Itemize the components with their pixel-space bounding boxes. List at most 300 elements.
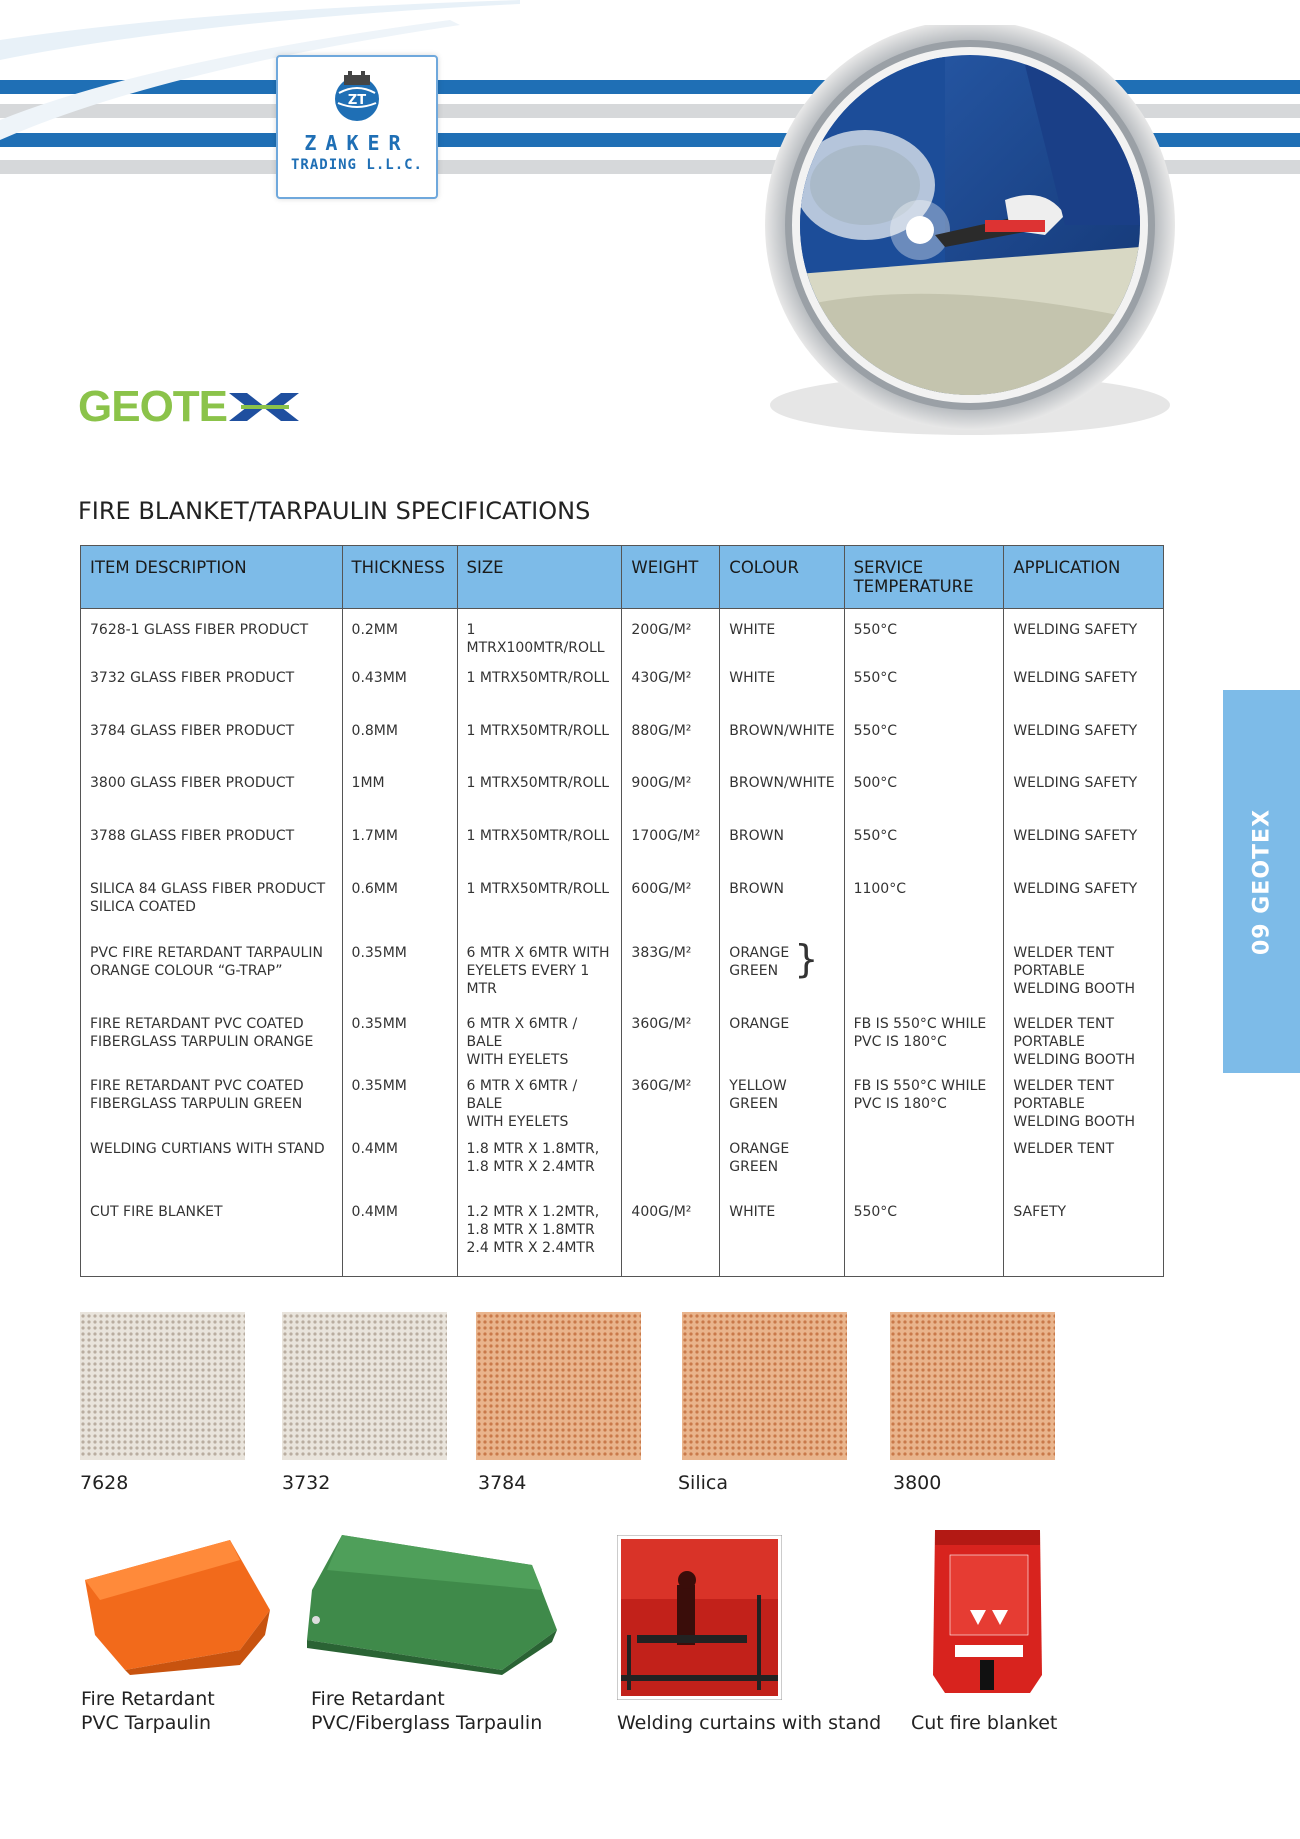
swatch-dot (969, 1338, 972, 1341)
swatch-dot (683, 1368, 686, 1371)
swatch-dot (713, 1446, 716, 1449)
swatch-dot (343, 1434, 346, 1437)
cell-application (1004, 1071, 1164, 1134)
swatch-dot (219, 1386, 222, 1389)
swatch-dot (385, 1380, 388, 1383)
swatch-dot (93, 1446, 96, 1449)
table-row (81, 821, 1164, 874)
swatch-dot (537, 1362, 540, 1365)
swatch-dot (833, 1350, 836, 1353)
swatch-dot (409, 1380, 412, 1383)
swatch-dot (105, 1314, 108, 1317)
swatch-dot (415, 1428, 418, 1431)
swatch-dot (743, 1446, 746, 1449)
swatch-dot (1035, 1344, 1038, 1347)
swatch-dot (231, 1368, 234, 1371)
swatch-dot (815, 1446, 818, 1449)
swatch-dot (349, 1356, 352, 1359)
swatch-dot (695, 1380, 698, 1383)
swatch-dot (779, 1446, 782, 1449)
swatch-dot (987, 1350, 990, 1353)
swatch-dot (891, 1350, 894, 1353)
swatch-dot (213, 1320, 216, 1323)
swatch-dot (189, 1404, 192, 1407)
swatch-dot (501, 1410, 504, 1413)
swatch-dot (153, 1350, 156, 1353)
swatch-dot (105, 1416, 108, 1419)
swatch-dot (289, 1356, 292, 1359)
swatch-dot (627, 1452, 630, 1455)
swatch-dot (603, 1416, 606, 1419)
swatch-dot (713, 1362, 716, 1365)
swatch-dot (933, 1320, 936, 1323)
swatch-dot (135, 1338, 138, 1341)
swatch-dot (165, 1344, 168, 1347)
swatch-dot (1035, 1398, 1038, 1401)
swatch-dot (963, 1374, 966, 1377)
swatch-dot (927, 1332, 930, 1335)
swatch-dot (1023, 1380, 1026, 1383)
product-label (617, 1711, 881, 1735)
swatch-dot (1011, 1434, 1014, 1437)
swatch-dot (325, 1452, 328, 1455)
swatch-dot (391, 1344, 394, 1347)
swatch-dot (195, 1344, 198, 1347)
cell-thickness (342, 1197, 457, 1277)
swatch-dot (237, 1452, 240, 1455)
cell-weight (622, 768, 720, 821)
swatch-dot (195, 1416, 198, 1419)
swatch-dot (939, 1368, 942, 1371)
swatch-dot (609, 1326, 612, 1329)
swatch-dot (105, 1434, 108, 1437)
swatch-dot (331, 1332, 334, 1335)
swatch-dot (507, 1344, 510, 1347)
swatch-dot (543, 1404, 546, 1407)
swatch-dot (537, 1386, 540, 1389)
swatch-dot (755, 1356, 758, 1359)
swatch-dot (313, 1410, 316, 1413)
swatch-dot (981, 1422, 984, 1425)
swatch-dot (301, 1416, 304, 1419)
swatch-dot (537, 1350, 540, 1353)
swatch-dot (343, 1332, 346, 1335)
swatch-dot (773, 1380, 776, 1383)
swatch-dot (957, 1434, 960, 1437)
swatch-dot (927, 1452, 930, 1455)
swatch-dot (755, 1338, 758, 1341)
swatch-dot (1029, 1452, 1032, 1455)
swatch-dot (289, 1362, 292, 1365)
swatch-dot (219, 1362, 222, 1365)
swatch-dot (803, 1374, 806, 1377)
swatch-dot (627, 1356, 630, 1359)
swatch-dot (531, 1452, 534, 1455)
swatch-dot (933, 1338, 936, 1341)
swatch-dot (975, 1452, 978, 1455)
swatch-dot (525, 1380, 528, 1383)
swatch-dot (531, 1386, 534, 1389)
swatch-dot (555, 1434, 558, 1437)
swatch-dot (927, 1392, 930, 1395)
swatch-dot (821, 1332, 824, 1335)
swatch-dot (81, 1428, 84, 1431)
cell-size (457, 1009, 622, 1071)
swatch-dot (313, 1398, 316, 1401)
swatch-dot (397, 1392, 400, 1395)
swatch-dot (355, 1356, 358, 1359)
swatch-dot (105, 1350, 108, 1353)
swatch-dot (999, 1320, 1002, 1323)
swatch-dot (767, 1440, 770, 1443)
swatch-dot (803, 1338, 806, 1341)
swatch-dot (957, 1368, 960, 1371)
swatch-dot (319, 1428, 322, 1431)
swatch-dot (827, 1416, 830, 1419)
swatch-dot (331, 1452, 334, 1455)
swatch-dot (981, 1338, 984, 1341)
swatch-dot (177, 1452, 180, 1455)
swatch-dot (81, 1404, 84, 1407)
swatch-dot (207, 1416, 210, 1419)
green-tarpaulin-image (302, 1530, 560, 1675)
swatch-dot (355, 1374, 358, 1377)
swatch-dot (397, 1404, 400, 1407)
swatch-dot (731, 1338, 734, 1341)
swatch-dot (397, 1380, 400, 1383)
swatch-dot (93, 1434, 96, 1437)
swatch-dot (909, 1434, 912, 1437)
swatch-dot (701, 1440, 704, 1443)
swatch-dot (839, 1326, 842, 1329)
swatch-dot (633, 1314, 636, 1317)
swatch-dot (833, 1380, 836, 1383)
swatch-dot (833, 1452, 836, 1455)
swatch-dot (213, 1362, 216, 1365)
swatch-dot (439, 1398, 442, 1401)
swatch-dot (225, 1320, 228, 1323)
swatch-dot (105, 1326, 108, 1329)
swatch-dot (483, 1446, 486, 1449)
swatch-dot (349, 1326, 352, 1329)
swatch-dot (957, 1392, 960, 1395)
swatch-dot (135, 1410, 138, 1413)
swatch-dot (501, 1368, 504, 1371)
swatch-dot (603, 1320, 606, 1323)
swatch-dot (349, 1320, 352, 1323)
swatch-dot (477, 1422, 480, 1425)
swatch-dot (609, 1344, 612, 1347)
swatch-dot (373, 1380, 376, 1383)
swatch-dot (93, 1386, 96, 1389)
swatch-dot (767, 1320, 770, 1323)
swatch-dot (379, 1386, 382, 1389)
swatch-dot (621, 1326, 624, 1329)
swatch-dot (779, 1422, 782, 1425)
swatch-dot (609, 1434, 612, 1437)
swatch-dot (439, 1350, 442, 1353)
swatch-dot (933, 1404, 936, 1407)
product-label-line: Cut fire blanket (911, 1712, 1058, 1734)
cell-text: 3800 GLASS FIBER PRODUCT (90, 774, 295, 791)
swatch-dot (397, 1440, 400, 1443)
swatch-dot (585, 1380, 588, 1383)
swatch-dot (307, 1386, 310, 1389)
swatch-dot (397, 1326, 400, 1329)
swatch-dot (1005, 1344, 1008, 1347)
swatch-dot (909, 1386, 912, 1389)
swatch-dot (427, 1446, 430, 1449)
swatch-dot (501, 1392, 504, 1395)
swatch-dot (379, 1422, 382, 1425)
swatch-dot (225, 1404, 228, 1407)
swatch-dot (585, 1428, 588, 1431)
swatch-dot (725, 1314, 728, 1317)
swatch-dot (603, 1440, 606, 1443)
swatch-dot (555, 1428, 558, 1431)
swatch-dot (183, 1404, 186, 1407)
swatch-dot (933, 1332, 936, 1335)
swatch-dot (111, 1404, 114, 1407)
swatch-dot (821, 1374, 824, 1377)
swatch-dot (821, 1416, 824, 1419)
swatch-dot (525, 1398, 528, 1401)
swatch-dot (325, 1434, 328, 1437)
cell-text: PVC FIRE RETARDANT TARPAULIN ORANGE COLOUR “G-TRAP” (90, 944, 323, 979)
swatch-dot (111, 1326, 114, 1329)
swatch-dot (999, 1368, 1002, 1371)
brand-text: GEOTE (78, 382, 228, 431)
swatch-dot (415, 1350, 418, 1353)
swatch-dot (307, 1374, 310, 1377)
swatch-dot (1011, 1446, 1014, 1449)
swatch-dot (129, 1344, 132, 1347)
swatch-dot (743, 1410, 746, 1413)
swatch-dot (483, 1314, 486, 1317)
swatch-dot (761, 1320, 764, 1323)
swatch-dot (1047, 1332, 1050, 1335)
swatch-dot (1011, 1356, 1014, 1359)
swatch-dot (731, 1434, 734, 1437)
cell-colour (720, 1071, 844, 1134)
swatch-dot (927, 1338, 930, 1341)
swatch-dot (373, 1392, 376, 1395)
swatch-dot (501, 1446, 504, 1449)
swatch-dot (903, 1356, 906, 1359)
swatch-dot (171, 1422, 174, 1425)
swatch-dot (367, 1410, 370, 1413)
swatch-dot (367, 1428, 370, 1431)
swatch-dot (165, 1398, 168, 1401)
swatch-dot (921, 1416, 924, 1419)
swatch-dot (325, 1440, 328, 1443)
cell-service-temperature (844, 716, 1004, 768)
swatch-dot (403, 1344, 406, 1347)
swatch-dot (909, 1398, 912, 1401)
swatch-dot (165, 1416, 168, 1419)
swatch-dot (477, 1380, 480, 1383)
swatch-dot (141, 1374, 144, 1377)
swatch-dot (903, 1452, 906, 1455)
swatch-dot (177, 1344, 180, 1347)
swatch-dot (129, 1422, 132, 1425)
swatch-dot (531, 1422, 534, 1425)
swatch-dot (921, 1314, 924, 1317)
swatch-dot (129, 1380, 132, 1383)
swatch-dot (337, 1404, 340, 1407)
swatch-dot (1041, 1428, 1044, 1431)
cell-text: WELDER TENT (1013, 1140, 1115, 1157)
swatch-dot (367, 1440, 370, 1443)
swatch-dot (1029, 1314, 1032, 1317)
swatch-dot (839, 1404, 842, 1407)
cell-text: 0.4MM (351, 1140, 398, 1157)
swatch-dot (147, 1392, 150, 1395)
swatch-dot (379, 1368, 382, 1371)
swatch-dot (403, 1332, 406, 1335)
swatch-dot (171, 1344, 174, 1347)
swatch-dot (909, 1428, 912, 1431)
swatch-dot (809, 1362, 812, 1365)
swatch-dot (797, 1428, 800, 1431)
swatch-dot (749, 1398, 752, 1401)
swatch-dot (171, 1320, 174, 1323)
swatch-dot (803, 1428, 806, 1431)
swatch-dot (483, 1428, 486, 1431)
swatch-dot (969, 1356, 972, 1359)
swatch-dot (307, 1410, 310, 1413)
swatch-dot (219, 1398, 222, 1401)
swatch-dot (355, 1314, 358, 1317)
swatch-dot (903, 1410, 906, 1413)
swatch-dot (385, 1416, 388, 1419)
cell-text: BROWN/WHITE (729, 722, 835, 739)
swatch-dot (99, 1398, 102, 1401)
swatch-dot (933, 1356, 936, 1359)
swatch-dot (495, 1374, 498, 1377)
swatch-dot (927, 1368, 930, 1371)
swatch-dot (313, 1404, 316, 1407)
swatch-dot (909, 1404, 912, 1407)
swatch-dot (915, 1416, 918, 1419)
swatch-dot (307, 1344, 310, 1347)
swatch-dot (99, 1446, 102, 1449)
swatch-dot (507, 1326, 510, 1329)
swatch-dot (183, 1398, 186, 1401)
swatch-dot (695, 1428, 698, 1431)
swatch-dot (93, 1380, 96, 1383)
swatch-dot (525, 1344, 528, 1347)
swatch-dot (495, 1446, 498, 1449)
swatch-dot (561, 1386, 564, 1389)
swatch-dot (319, 1380, 322, 1383)
swatch-dot (105, 1392, 108, 1395)
swatch-dot (615, 1380, 618, 1383)
cell-thickness (342, 1134, 457, 1197)
swatch-dot (99, 1392, 102, 1395)
swatch-dot (147, 1428, 150, 1431)
swatch-dot (537, 1326, 540, 1329)
swatch-dot (355, 1452, 358, 1455)
swatch-dot (99, 1332, 102, 1335)
swatch-dot (99, 1452, 102, 1455)
swatch-dot (213, 1410, 216, 1413)
swatch-dot (713, 1320, 716, 1323)
swatch-dot (1005, 1452, 1008, 1455)
swatch-dot (195, 1320, 198, 1323)
swatch-dot (189, 1392, 192, 1395)
swatch-dot (409, 1398, 412, 1401)
swatch-dot (731, 1404, 734, 1407)
swatch-dot (999, 1362, 1002, 1365)
swatch-dot (129, 1452, 132, 1455)
swatch-dot (627, 1416, 630, 1419)
swatch-dot (1035, 1452, 1038, 1455)
swatch-dot (1041, 1332, 1044, 1335)
swatch-dot (421, 1392, 424, 1395)
swatch-dot (543, 1428, 546, 1431)
swatch-dot (135, 1398, 138, 1401)
swatch-dot (927, 1422, 930, 1425)
swatch-dot (683, 1404, 686, 1407)
swatch-dot (833, 1404, 836, 1407)
swatch-dot (295, 1344, 298, 1347)
swatch-dot (939, 1356, 942, 1359)
swatch-dot (519, 1410, 522, 1413)
swatch-dot (683, 1422, 686, 1425)
swatch-dot (319, 1374, 322, 1377)
swatch-dot (283, 1452, 286, 1455)
swatch-dot (439, 1356, 442, 1359)
swatch-dot (489, 1350, 492, 1353)
swatch-dot (975, 1374, 978, 1377)
swatch-dot (355, 1386, 358, 1389)
swatch-dot (773, 1428, 776, 1431)
swatch-dot (513, 1386, 516, 1389)
swatch-dot (295, 1434, 298, 1437)
swatch-dot (839, 1440, 842, 1443)
swatch-dot (331, 1398, 334, 1401)
swatch-dot (827, 1410, 830, 1413)
swatch-dot (165, 1452, 168, 1455)
swatch-dot (549, 1314, 552, 1317)
swatch-dot (433, 1404, 436, 1407)
swatch-dot (755, 1362, 758, 1365)
swatch-dot (207, 1320, 210, 1323)
swatch-3800-image (890, 1312, 1055, 1460)
swatch-dot (993, 1398, 996, 1401)
swatch-dot (219, 1356, 222, 1359)
swatch-dot (1017, 1452, 1020, 1455)
swatch-dot (743, 1320, 746, 1323)
swatch-dot (827, 1398, 830, 1401)
swatch-dot (361, 1356, 364, 1359)
swatch-dot (951, 1410, 954, 1413)
swatch-dot (981, 1344, 984, 1347)
swatch-dot (573, 1428, 576, 1431)
swatch-dot (897, 1452, 900, 1455)
cell-text: WHITE (729, 1203, 776, 1220)
swatch-dot (933, 1398, 936, 1401)
swatch-dot (189, 1422, 192, 1425)
swatch-dot (117, 1428, 120, 1431)
swatch-dot (111, 1344, 114, 1347)
swatch-dot (219, 1338, 222, 1341)
swatch-dot (791, 1338, 794, 1341)
swatch-dot (737, 1422, 740, 1425)
swatch-dot (945, 1326, 948, 1329)
swatch-dot (615, 1446, 618, 1449)
